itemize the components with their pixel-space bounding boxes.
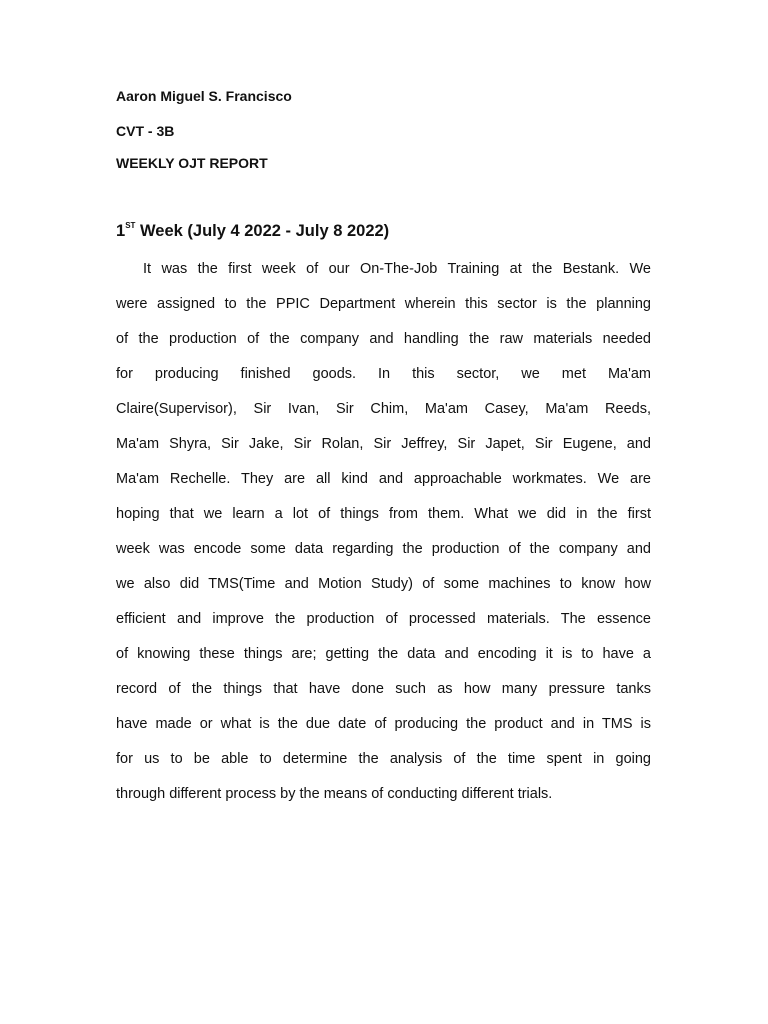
paragraph-line: through different process by the means of conducting different trials. <box>116 786 553 802</box>
paragraph-line: Ma'am Rechelle. They are all kind and approachable workmates. We are <box>116 471 651 487</box>
paragraph-line: hoping that we learn a lot of things from them. What we did in the first <box>116 506 651 522</box>
paragraph-line: for producing finished goods. In this sector, we met Ma'am <box>116 366 651 382</box>
paragraph-line: record of the things that have done such as how many pressure tanks <box>116 681 651 697</box>
week-date-range: Week (July 4 2022 - July 8 2022) <box>135 222 390 240</box>
paragraph-line: efficient and improve the production of processed materials. The essence <box>116 611 651 627</box>
report-title: WEEKLY OJT REPORT <box>116 155 268 171</box>
week-heading <box>116 220 389 242</box>
week-number: 1 <box>116 222 126 240</box>
section-label: CVT - 3B <box>116 123 175 139</box>
report-paragraph <box>116 258 651 818</box>
author-name: Aaron Miguel S. Francisco <box>116 88 292 104</box>
paragraph-line: It was the first week of our On-The-Job Training at the Bestank. We <box>143 261 651 277</box>
paragraph-line: have made or what is the due date of producing the product and in TMS is <box>116 716 651 732</box>
paragraph-line: were assigned to the PPIC Department wherein this sector is the planning <box>116 296 651 312</box>
week-ordinal-suffix: ST <box>125 221 136 230</box>
paragraph-line: of knowing these things are; getting the data and encoding it is to have a <box>116 646 651 662</box>
paragraph-line: of the production of the company and handling the raw materials needed <box>116 331 651 347</box>
paragraph-line: Ma'am Shyra, Sir Jake, Sir Rolan, Sir Jeffrey, Sir Japet, Sir Eugene, and <box>116 436 651 452</box>
paragraph-line: week was encode some data regarding the production of the company and <box>116 541 651 557</box>
paragraph-line: for us to be able to determine the analysis of the time spent in going <box>116 751 651 767</box>
paragraph-line: Claire(Supervisor), Sir Ivan, Sir Chim, Ma'am Casey, Ma'am Reeds, <box>116 401 651 417</box>
paragraph-line: we also did TMS(Time and Motion Study) of some machines to know how <box>116 576 651 592</box>
